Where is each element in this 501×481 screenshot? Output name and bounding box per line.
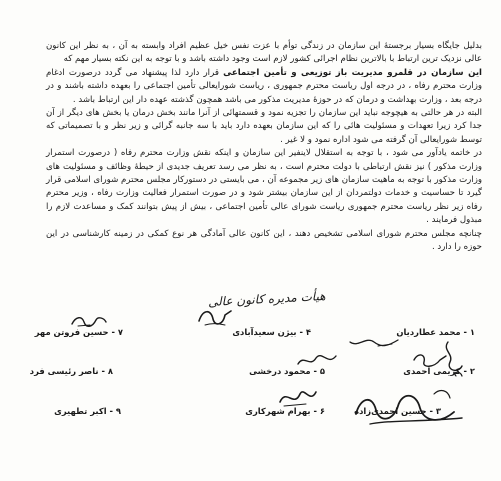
signatory-6-name: ۶ - بهرام شهرکاری	[245, 406, 325, 416]
signatory-1-name: ۱ - محمد عطاردیان	[396, 327, 475, 337]
signatory-5-name: ۵ - محمود درخشی	[249, 366, 325, 376]
signature-2-initials	[440, 336, 470, 382]
signatory-7-name: ۷ - حسین فروتن مهر	[34, 327, 123, 337]
signatory-9-name: ۹ - اکبر تطهیری	[54, 406, 121, 416]
board-stamp-text: هیأت مدیره کانون عالی	[207, 288, 326, 310]
signature-1-mark	[348, 334, 400, 350]
paragraph-1: بدلیل جایگاه بسیار برجستهٔ این سازمان در زندگی توأم با عزت نفس خیل عظیم افراد وابسته به آن ، به نظر این کانون عالی نزدیک ترین ارتباط با بالاترین نظام اجرائی کشور لازم است وجود داشته باشد و با توجه به این نکته بسیار مهم که	[46, 41, 482, 65]
paragraph-2-rest: قرار دارد لذا پیشنهاد می گردد درصورت ادغام وزارت محترم رفاه ، در درجه اول ریاست محترم جمهوری ، ریاست شورایعالی تأمین اجتماعی را بعهده داشته باشند و در درجه بعد ، وزارت بهداشت و درمان که در حوزهٔ مدیریت مذکور می باشد همچون گذشته عهده دار این ارتباط باشد .	[46, 67, 482, 105]
bold-phrase: این سازمان در قلمرو مدیریت باز توزیعی و تأمین اجتماعی	[223, 67, 482, 78]
signature-7-mark	[70, 312, 110, 332]
signatory-2-name: ۲ - کریمی احمدی	[403, 366, 475, 376]
signatory-4-name: ۴ - بیژن سعیدآبادی	[232, 327, 311, 337]
paragraph-4: در خاتمه یادآور می شود ، با توجه به استقلال لاینفیر این سازمان و اینکه نقش وزارت محترم رفاه ( درصورت استمرار وزارت مذکور ) نیز نقش ارتباطی با دولت محترم است ، به نظر می رسد تعریف جدیدی از حیطهٔ وظائف و مسئولیت های وزارت مذکور با توجه به ماهیت سازمان های زیر مجموعه آن ، می بایستی در دستورکار مجلس محترم شورای اسلامی قرار گیرد تا حساسیت و خدمات دولتمردان از این سازمان بیشتر شود و در صورت استمرار فعالیت وزارت رفاه ، وزیر محترم رفاه زیر نظر ریاست محترم جمهوری ریاست شورای عالی تأمین اجتماعی ، بیش از پیش بتوانند کمک و مساعدت لازم را مبذول فرمایند .	[46, 148, 482, 226]
signatory-3-name: ۳ - حسین احمدی‌زاده	[354, 406, 441, 416]
signature-3-mark	[350, 384, 468, 430]
paragraph-3: البته در هر حالتی به هیچوجه نباید این سازمان را تجزیه نمود و قسمتهائی از آنرا مانند بخش درمان یا بخش های دیگر از آن جدا کرد زیرا تعهدات و مسئولیت هائی را که این سازمان بعهده دارد باید با سه جانبه گرائی و زیر نظر و با تصمیماتی که توسط شورایعالی آن گرفته می شود اداره نمود و لا غیر .	[46, 108, 482, 145]
signatory-8-name: ۸ - ناصر رئیسی فرد	[29, 366, 113, 376]
paragraph-2	[46, 67, 482, 107]
signature-6-mark	[276, 382, 320, 410]
paragraph-5: چنانچه مجلس محترم شورای اسلامی تشخیص دهند ، این کانون عالی آمادگی هر نوع کمکی در زمینه کارشناسی در این حوزه را دارد .	[46, 228, 482, 253]
signature-5-mark	[296, 348, 340, 370]
letter-body	[46, 40, 482, 255]
signature-4-mark	[195, 307, 235, 329]
